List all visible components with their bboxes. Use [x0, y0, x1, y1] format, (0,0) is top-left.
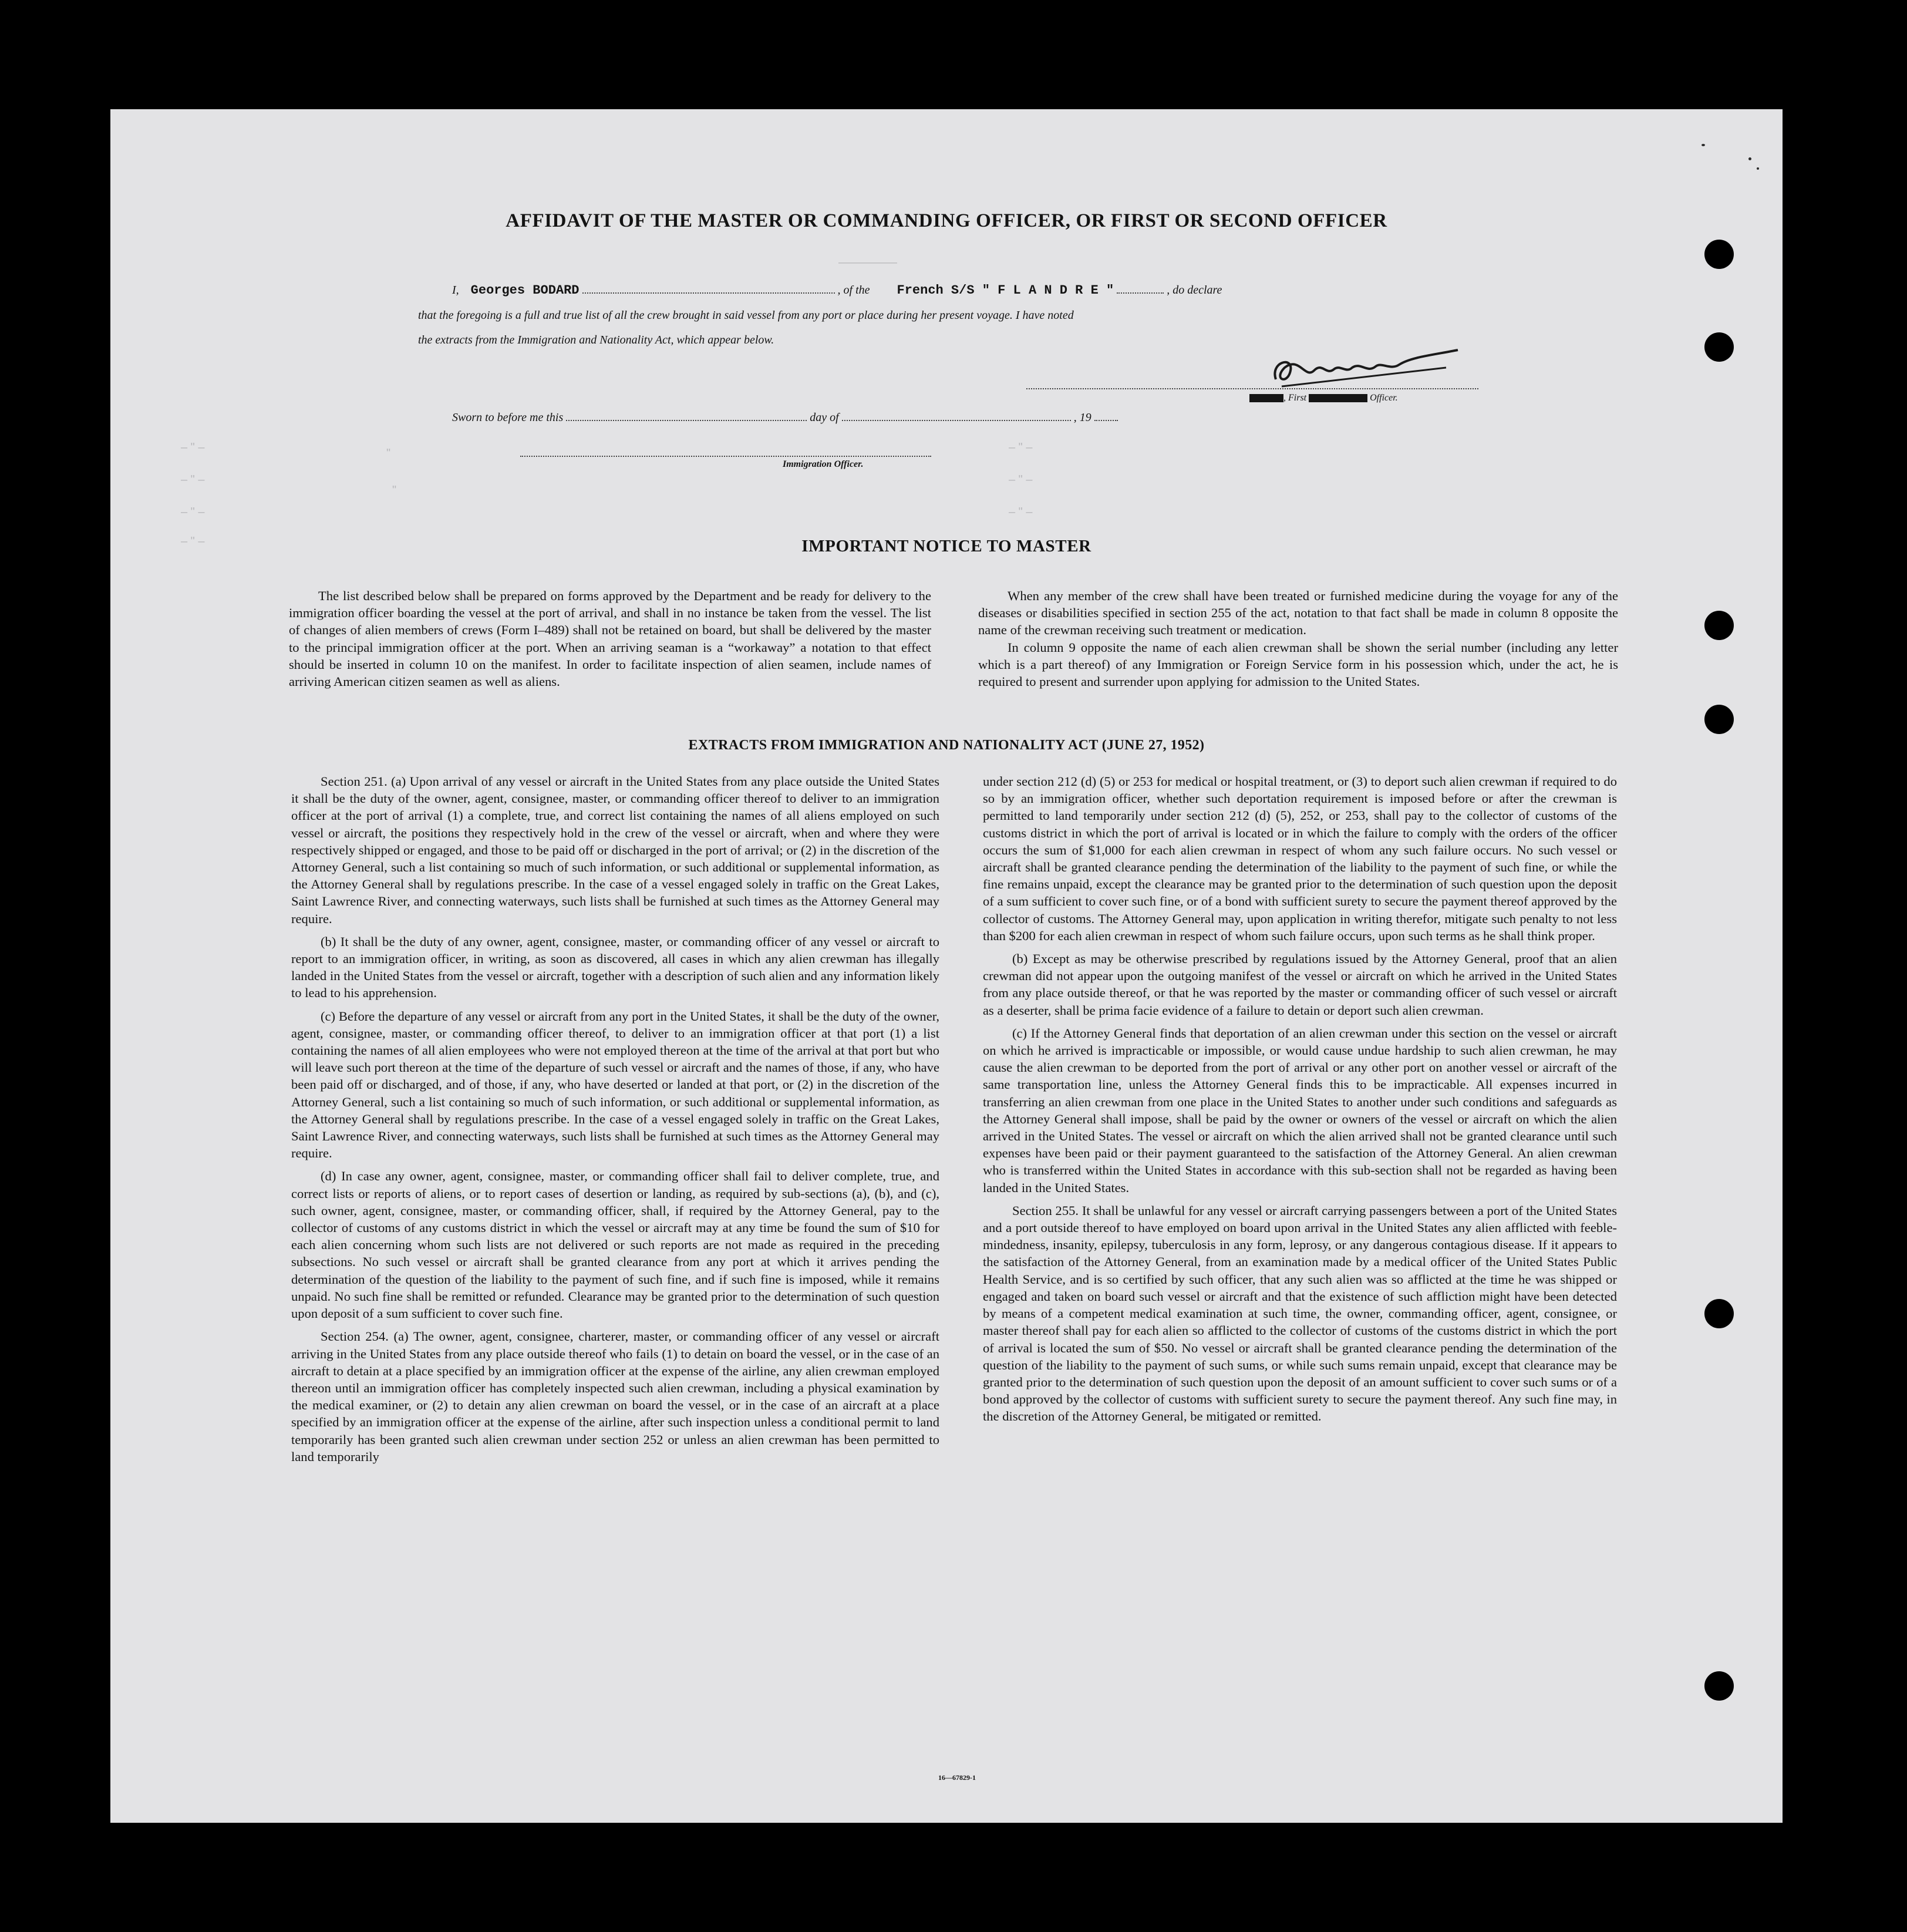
bleed-through-mark: – " – [181, 441, 205, 454]
signature-caption: , First Officer. [1249, 393, 1398, 403]
notice-right-paragraph-2: In column 9 opposite the name of each alien crewman shall be shown the serial number (including any letter which is a part thereof) of any Immigration or Foreign Service form in his possession which, under the act, he is required to present and surrender upon applying for admission to the United States. [978, 639, 1618, 689]
immigration-officer-label: Immigration Officer. [783, 459, 864, 469]
redaction-block [1249, 394, 1283, 402]
section-254-a: Section 254. (a) The owner, agent, consignee, charterer, master, or commanding officer of any vessel or aircraft arriving in the United States from any place outside thereof who fails (1) to detain on board the vessel, or in the case of an aircraft to detain at a place specified by an immigration officer at the expense of the airline, any alien crewman employed thereon until an immigration officer has completely inspected such alien crewman, including a physical examination by the medical examiner, or (2) to detain any alien crewman on board the vessel, or in the case of an aircraft at a place specified by an immigration officer at the expense of the airline, after such inspection unless a conditional permit to land temporarily has been granted such alien crewman under section 252 or unless an alien crewman has been permitted to land temporarily [291, 1329, 939, 1464]
section-255: Section 255. It shall be unlawful for any vessel or aircraft carrying passengers between a port of the United States and a port outside thereof to have employed on board upon arrival in the United States any alien afflicted with feeble-mindedness, insanity, epilepsy, tuberculosis in any form, leprosy, or any dangerous contagious disease. If it appears to the satisfaction of the Attorney General, from an examination made by a medical officer of the United States Public Health Service, and is so certified by such officer, that any such alien was so afflicted at the time he was shipped or engaged and taken on board such vessel or aircraft and that the existence of such affliction might have been detected by means of a competent medical examination at such time, the owner, commanding officer, agent, consignee, or master thereof shall pay for each alien so afflicted to the collector of customs of the customs district in which the port of arrival is located the sum of $50. No vessel or aircraft shall be granted clearance pending the determination of the question of the liability to the payment of such sums, or while such sums remain unpaid, except that clearance may be granted prior to the determination of such question upon the deposit of an amount sufficient to cover such sums or of a bond approved by the collector of customs with sufficient surety to secure the payment thereof. Any such fine may, in the discretion of the Attorney General, be mitigated or remitted. [983, 1203, 1617, 1424]
signature-dotted-line [1026, 388, 1478, 389]
affidavit-title: AFFIDAVIT OF THE MASTER OR COMMANDING OFFICER, OR FIRST OR SECOND OFFICER [506, 210, 1387, 231]
bleed-through-mark: " [386, 447, 391, 460]
binder-hole [1704, 1299, 1734, 1328]
bleed-through-mark: " [392, 484, 397, 497]
scan-speck [1702, 144, 1705, 146]
vessel-name: French S/S " F L A N D R E " [897, 283, 1114, 298]
binder-hole [1704, 705, 1734, 734]
year-dotted-line [1094, 414, 1118, 421]
sworn-line [452, 411, 1118, 425]
section-251-c: (c) Before the departure of any vessel or aircraft from any port in the United States, it shall be the duty of the owner, agent, consignee, master, or commanding officer thereof, to deliver to an immigration officer at that port (1) a list containing the names of all alien employees who were not employed thereon at the time of the arrival at that port but who will leave such port thereon at the time of the departure of such vessel or aircraft and the names of those, if any, who have been paid off or discharged, and of those, if any, who have deserted or landed at that port, or (2) in the discretion of the Attorney General, such a list containing so much of such information, or such additional or supplemental information, as the Attorney General shall by regulations prescribe. In the case of a vessel engaged solely in traffic on the Great Lakes, Saint Lawrence River, and connecting waterways, such lists shall be furnished at such times as the Attorney General may require. [291, 1008, 939, 1161]
redaction-block [1309, 394, 1367, 402]
section-254-c: (c) If the Attorney General finds that deportation of an alien crewman under this section on the vessel or aircraft on which he arrived is impracticable or impossible, or would cause undue hardship to such alien crewman, he may cause the alien crewman to be deported from the port of arrival or any other port on another vessel or aircraft of the same transportation line, unless the Attorney General finds this to be impracticable. All expenses incurred in transferring an alien crewman from one place in the United States to another under such conditions and safeguards as the Attorney General shall impose, shall be paid by the owner or owners of the vessel or aircraft on which the alien arrived in the United States. The vessel or aircraft on which the alien arrived shall not be granted clearance until such expenses have been paid or their payment guaranteed to the satisfaction of the Attorney General. An alien crewman who is transferred within the United States in accordance with this sub-section shall not be regarded as having been landed in the United States. [983, 1025, 1617, 1195]
extracts-title: EXTRACTS FROM IMMIGRATION AND NATIONALITY ACT (JUNE 27, 1952) [688, 738, 1205, 753]
day-of-label: day of [810, 411, 839, 424]
binder-hole [1704, 611, 1734, 640]
bleed-through-mark: – " – [1009, 473, 1033, 486]
notice-left-paragraph: The list described below shall be prepared on forms approved by the Department and be ready for delivery to the immigration officer boarding the vessel at the port of arrival, and shall in no instance be taken from the vessel. The list of changes of alien members of crews (Form I–489) shall not be retained on board, but shall be delivered by the master to the principal immigration officer at the port. When an arriving seaman is a “workaway” a notation to that effect should be inserted in column 10 on the manifest. In order to facilitate inspection of alien seamen, include names of arriving American citizen seamen as well as aliens. [289, 588, 931, 689]
vessel-dotted-line [1117, 287, 1164, 294]
do-declare-label: , do declare [1167, 284, 1222, 297]
sworn-date-dotted-line [566, 414, 807, 421]
affidavit-line-3: the extracts from the Immigration and Nationality Act, which appear below. [418, 334, 774, 346]
binder-hole [1704, 332, 1734, 362]
bleed-through-mark: – " – [181, 506, 205, 519]
master-name: Georges BODARD [470, 283, 579, 298]
section-254-b: (b) Except as may be otherwise prescribed by regulations issued by the Attorney General, proof that an alien crewman did not appear upon the outgoing manifest of the vessel or aircraft on which he arrived in the United States from any place outside thereof, or that he was reported by the master or commanding officer of such vessel or aircraft as a deserter, shall be prima facie evidence of a failure to detain or deport such alien crewman. [983, 951, 1617, 1018]
notice-right-paragraph-1: When any member of the crew shall have been treated or furnished medicine during the voyage for any of the diseases or disabilities specified in section 255 of the act, notation to that fact shall be made in column 8 opposite the name of the crewman receiving such treatment or medication. [978, 588, 1618, 638]
section-251-a: Section 251. (a) Upon arrival of any vessel or aircraft in the United States from any place outside the United States it shall be the duty of the owner, agent, consignee, master, or commanding officer thereof to deliver to an immigration officer at the port of arrival (1) a complete, true, and correct list containing the names of all aliens employed on such vessel or aircraft, the positions they respectively hold in the crew of the vessel or aircraft, when and where they were respectively shipped or engaged, and those to be paid off or discharged in the port of arrival; or (2) in the discretion of the Attorney General, such a list containing so much of such information, or such additional or supplemental information, as the Attorney General shall by regulations prescribe. In the case of a vessel engaged solely in traffic on the Great Lakes, Saint Lawrence River, and connecting waterways, such lists shall be furnished at such times as the Attorney General may require. [291, 774, 939, 926]
name-dotted-line [582, 287, 835, 294]
of-the-label: , of the [837, 284, 870, 297]
immigration-officer-dotted-line [520, 456, 931, 457]
section-251-b: (b) It shall be the duty of any owner, agent, consignee, master, or commanding officer of any vessel or aircraft to report to an immigration officer, in writing, as soon as discovered, all cases in which any alien crewman has illegally landed in the United States from the vessel or aircraft, together with a description of such alien and any information likely to lead to his apprehension. [291, 934, 939, 1001]
i-label: I, [452, 284, 459, 297]
notice-title: IMPORTANT NOTICE TO MASTER [801, 537, 1091, 556]
affidavit-line-2: that the foregoing is a full and true list of all the crew brought in said vessel from any port or place during her present voyage. I have noted [418, 309, 1074, 322]
form-number: 16—67829-1 [938, 1773, 976, 1782]
year-label: , 19 [1073, 411, 1091, 424]
scan-speck [1757, 167, 1759, 170]
month-dotted-line [842, 414, 1071, 421]
binder-hole [1704, 240, 1734, 269]
bleed-through-mark: – " – [1009, 506, 1033, 519]
binder-hole [1704, 1671, 1734, 1701]
affidavit-line-1 [452, 283, 1222, 298]
bleed-through-mark: – " – [181, 535, 205, 548]
notice-right-column [978, 587, 1618, 690]
section-251-d: (d) In case any owner, agent, consignee, master, or commanding officer shall fail to deliver complete, true, and correct lists or reports of aliens, or to report cases of desertion or landing, as required by sub-sections (a), (b), and (c), such owner, agent, consignee, master, or commanding officer, shall, if required by the Attorney General, pay to the collector of customs of any customs district in which the vessel or aircraft may at any time be found the sum of $10 for each alien concerning whom such lists are not delivered or such reports are not made as required in the preceding subsections. No such vessel or aircraft shall be granted clearance from any port at which it arrives pending the determination of the question of the liability to the payment of such fine, and if such fine is imposed, while it remains unpaid. No such fine shall be remitted or refunded. Clearance may be granted prior to the determination of such question upon deposit of a sum sufficient to cover such fine. [291, 1169, 939, 1321]
bleed-through-mark: ————— [838, 256, 897, 269]
bleed-through-mark: – " – [181, 473, 205, 486]
document-page [110, 109, 1783, 1823]
sworn-label: Sworn to before me this [452, 411, 564, 424]
section-254-a-continued: under section 212 (d) (5) or 253 for medical or hospital treatment, or (3) to deport such alien crewman if required to do so by an immigration officer, whether such deportation requirement is imposed before or after the crewman is permitted to land temporarily under section 212 (d) (5), 252, or 253, shall pay to the collector of customs of the customs district in which the port of arrival is located or in which the failure to comply with the orders of the officer occurs the sum of $1,000 for each alien crewman in respect of whom any such failure occurs. No such vessel or aircraft shall be granted clearance pending the determination of the liability to the payment of such fine, or while the fine remains unpaid, except the clearance may be granted prior to the determination of such question upon the deposit of a sum sufficient to cover such fine, or of a bond with sufficient surety to secure the payment thereof approved by the collector of customs. The Attorney General may, upon application in writing therefor, mitigate such penalty to not less than $200 for each alien crewman in respect of whom such failure occurs, upon such terms as he shall think proper. [983, 774, 1617, 943]
scan-speck [1748, 157, 1751, 160]
bleed-through-mark: – " – [1009, 441, 1033, 454]
extracts-right-column [983, 773, 1617, 1431]
extracts-left-column [291, 773, 939, 1471]
master-signature [1258, 344, 1470, 391]
